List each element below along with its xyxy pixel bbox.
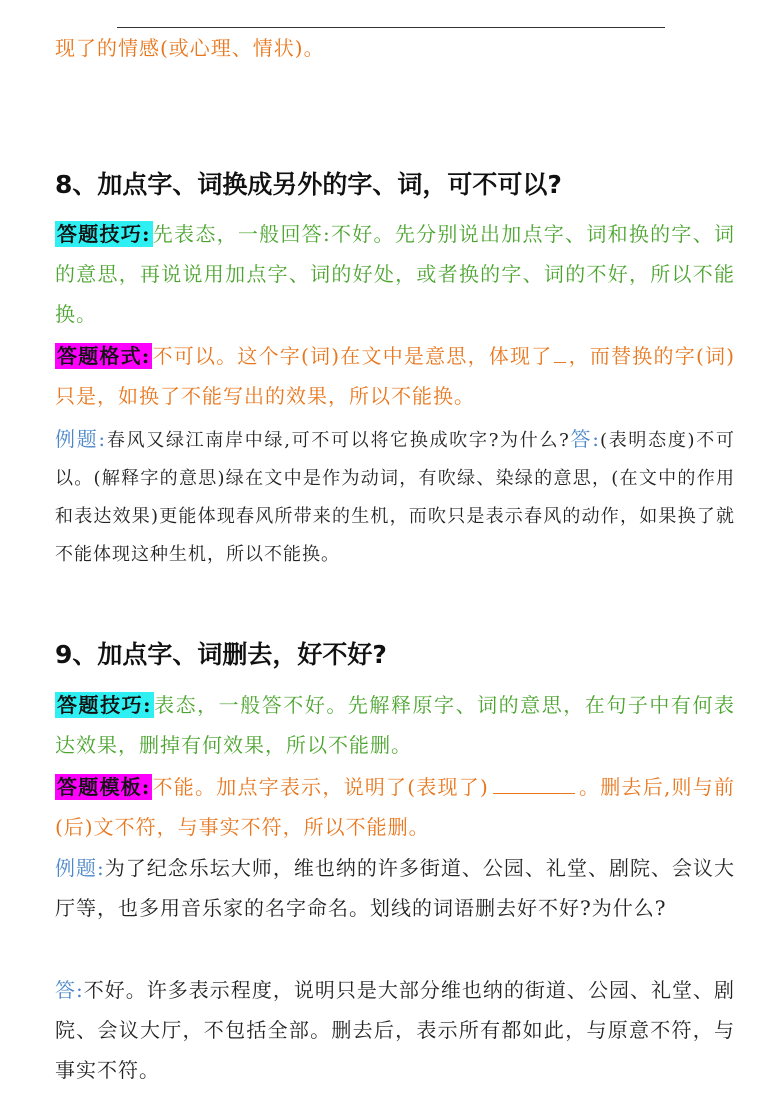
- top-continuation: [55, 28, 735, 68]
- q8-format-text-2: ，而替换的字(词)只是，如换了不能写出的效果，所以不能换。: [55, 344, 735, 408]
- q9-template-text-1: 不能。加点字表示，说明了(表现了): [152, 775, 489, 799]
- fill-blank: [493, 775, 575, 794]
- q9-skill: [55, 685, 735, 765]
- q8-format-tag: 答题格式:: [57, 344, 151, 368]
- q8-section: [55, 165, 735, 205]
- q9-skill-tag: 答题技巧:: [57, 693, 152, 717]
- q8-heading: 8、加点字、词换成另外的字、词，可不可以?: [55, 170, 562, 199]
- q9-heading: 9、加点字、词删去，好不好?: [55, 640, 387, 669]
- q9-answer-text: 不好。许多表示程度，说明只是大部分维也纳的街道、公园、礼堂、剧院、会议大厅，不包括全部。删去后，表示所有都如此，与原意不符，与事实不符。: [55, 978, 735, 1082]
- q8-answer-label: 答:: [569, 427, 600, 451]
- q8-skill-tag: 答题技巧:: [57, 222, 151, 246]
- q8-skill: [55, 214, 735, 334]
- q8-example-label: 例题:: [55, 427, 107, 451]
- q9-template: [55, 767, 735, 847]
- continuation-line: 现了的情感(或心理、情状)。: [55, 36, 325, 60]
- q9-section: [55, 635, 735, 675]
- q9-answer-label: 答:: [55, 978, 84, 1002]
- q8-example: [55, 420, 735, 574]
- q8-skill-text: 先表态，一般回答:不好。先分别说出加点字、词和换的字、词的意思，再说说用加点字、词的好处，或者换的字、词的不好，所以不能换。: [55, 222, 735, 326]
- q9-answer: [55, 970, 735, 1090]
- q9-example: [55, 848, 735, 928]
- q8-answer-text: (表明态度)不可以。(解释字的意思)绿在文中是作为动词，有吹绿、染绿的意思，(在文中的作用和表达效果)更能体现春风所带来的生机，而吹只是表示春风的动作，如果换了就不能体现这种生机，所以不能换。: [55, 430, 735, 565]
- q9-example-text: 为了纪念乐坛大师，维也纳的许多街道、公园、礼堂、剧院、会议大厅等，也多用音乐家的名字命名。划线的词语删去好不好?为什么?: [55, 856, 735, 920]
- q9-example-label: 例题:: [55, 856, 105, 880]
- q8-example-text: 春风又绿江南岸中绿,可不可以将它换成吹字?为什么?: [106, 430, 570, 451]
- q9-template-text-2: 。删去后,则与前(后)文不符，与事实不符，所以不能删。: [55, 775, 736, 839]
- q8-format-text-1: 不可以。这个字(词)在文中是意思，体现了: [152, 344, 553, 368]
- q9-skill-text: 表态，一般答不好。先解释原字、词的意思，在句子中有何表达效果，删掉有何效果，所以不能删。: [55, 693, 735, 757]
- fill-blank: [554, 346, 566, 363]
- q8-format: [55, 336, 735, 416]
- q9-template-tag: 答题模板:: [57, 775, 151, 799]
